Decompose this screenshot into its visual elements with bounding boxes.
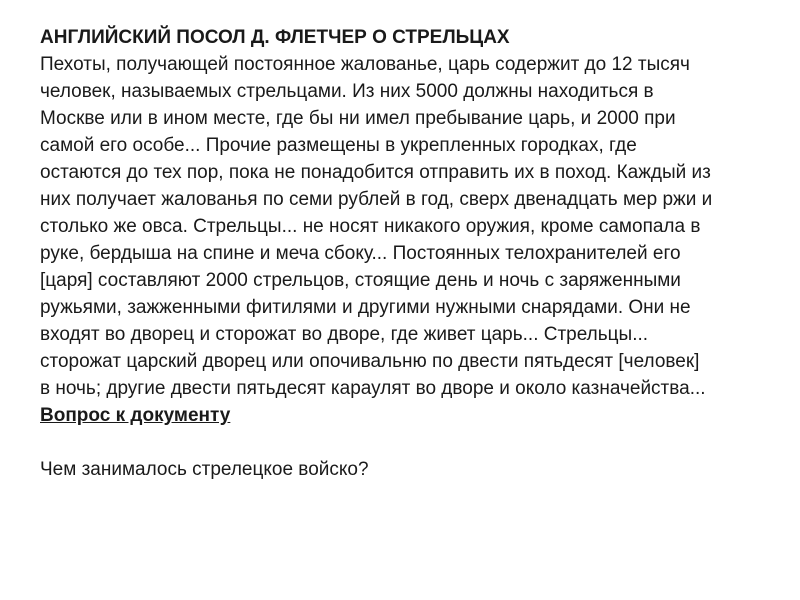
text-line: в ночь; другие двести пятьдесят караулят во дворе и около казначейства...: [40, 378, 706, 399]
text-line: Пехоты, получающей постоянное жалованье, царь содержит до 12 тысяч: [40, 54, 690, 75]
text-line: человек, называемых стрельцами. Из них 5000 должны находиться в: [40, 81, 654, 102]
text-line: [царя] составляют 2000 стрельцов, стоящие день и ночь с заряженными: [40, 270, 681, 291]
spacer: [40, 429, 770, 456]
text-line: входят во дворец и сторожат во дворе, где живет царь... Стрельцы...: [40, 324, 649, 345]
document-slide: [40, 24, 770, 483]
question-heading: Вопрос к документу: [40, 405, 231, 426]
text-line: сторожат царский дворец или опочивальню по двести пятьдесят [человек]: [40, 351, 700, 372]
text-line: Москве или в ином месте, где бы ни имел пребывание царь, и 2000 при: [40, 108, 676, 129]
document-text: [40, 51, 770, 402]
text-line: руке, бердыша на спине и меча сбоку... Постоянных телохранителей его: [40, 243, 681, 264]
text-line: остаются до тех пор, пока не понадобится отправить их в поход. Каждый из: [40, 162, 711, 183]
text-line: них получает жалованья по семи рублей в год, сверх двенадцать мер ржи и: [40, 189, 713, 210]
document-title: АНГЛИЙСКИЙ ПОСОЛ Д. ФЛЕТЧЕР О СТРЕЛЬЦАХ: [40, 27, 510, 48]
question-text: Чем занималось стрелецкое войско?: [40, 459, 369, 480]
text-line: столько же овса. Стрельцы... не носят никакого оружия, кроме самопала в: [40, 216, 701, 237]
text-line: самой его особе... Прочие размещены в укрепленных городках, где: [40, 135, 637, 156]
text-line: ружьями, зажженными фитилями и другими нужными снарядами. Они не: [40, 297, 691, 318]
